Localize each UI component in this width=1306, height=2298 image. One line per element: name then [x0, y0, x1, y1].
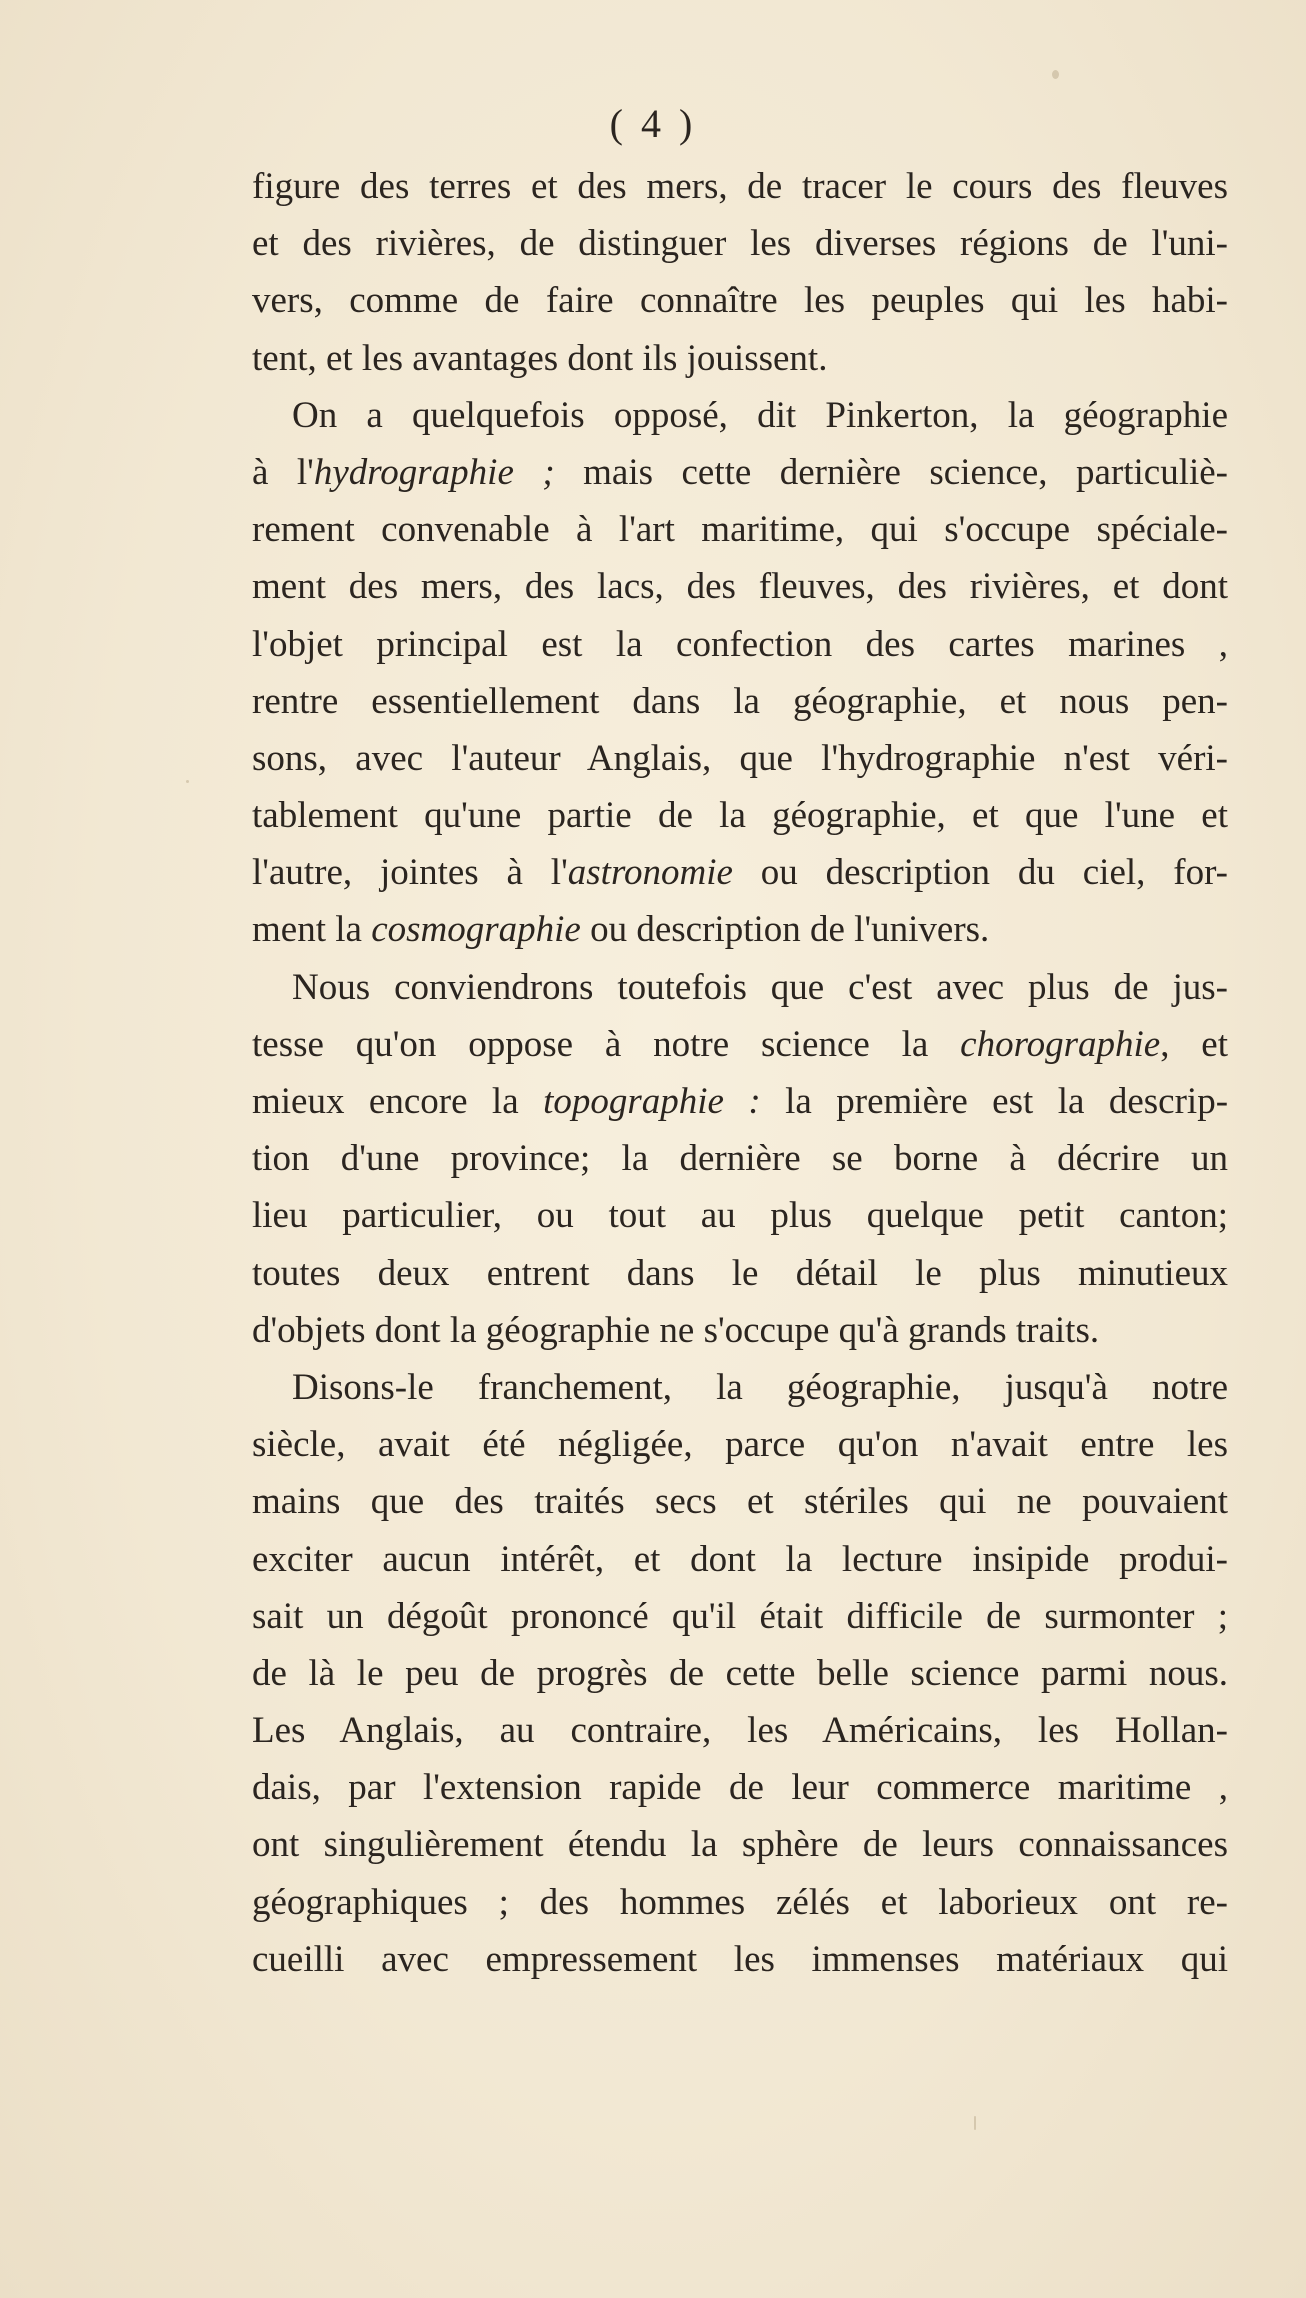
- paper-speck: [974, 2116, 976, 2130]
- text-segment: dais, par l'extension rapide de leur commerce maritime ,: [252, 1767, 1228, 1809]
- text-segment: Disons-le franchement, la géographie, jusqu'à notre: [292, 1366, 1228, 1408]
- text-line: [252, 330, 1228, 387]
- text-line: [252, 787, 1228, 844]
- text-line: [252, 272, 1228, 329]
- text-line: [252, 1588, 1228, 1645]
- text-line: [252, 616, 1228, 673]
- text-segment: ment des mers, des lacs, des fleuves, des rivières, et dont: [252, 566, 1228, 608]
- italic-term: astronomie: [567, 852, 733, 894]
- text-line: [252, 1531, 1228, 1588]
- text-line: [252, 959, 1228, 1016]
- text-segment: Nous conviendrons toutefois que c'est avec plus de jus-: [292, 966, 1228, 1008]
- text-segment: tesse qu'on oppose à notre science la: [252, 1023, 961, 1065]
- text-line: [252, 1359, 1228, 1416]
- text-segment: ment la: [252, 909, 372, 951]
- text-line: [252, 1016, 1228, 1073]
- text-segment: d'objets dont la géographie ne s'occupe qu'à grands traits.: [252, 1309, 1100, 1351]
- text-line: [252, 1302, 1228, 1359]
- text-segment: sait un dégoût prononcé qu'il était difficile de surmonter ;: [252, 1595, 1228, 1637]
- italic-term: cosmographie: [371, 909, 581, 951]
- text-line: [252, 1473, 1228, 1530]
- text-segment: tent, et les avantages dont ils jouissent.: [252, 337, 828, 379]
- text-line: [252, 1073, 1228, 1130]
- text-segment: rement convenable à l'art maritime, qui s'occupe spéciale-: [252, 509, 1228, 551]
- text-line: [252, 1759, 1228, 1816]
- text-segment: vers, comme de faire connaître les peuples qui les habi-: [252, 280, 1228, 322]
- text-line: [252, 673, 1228, 730]
- text-segment: rentre essentiellement dans la géographie, et nous pen-: [252, 680, 1228, 722]
- text-segment: , et: [1160, 1023, 1228, 1065]
- text-line: [252, 1645, 1228, 1702]
- text-line: [252, 1187, 1228, 1244]
- text-line: [252, 387, 1228, 444]
- text-segment: ou description du ciel, for-: [732, 852, 1228, 894]
- text-segment: et des rivières, de distinguer les diverses régions de l'uni-: [252, 223, 1228, 265]
- italic-term: chorographie: [960, 1023, 1161, 1065]
- text-segment: l'autre, jointes à l': [252, 852, 568, 894]
- text-line: [252, 1130, 1228, 1187]
- text-line: [252, 844, 1228, 901]
- italic-term: topographie :: [543, 1081, 761, 1122]
- text-segment: On a quelquefois opposé, dit Pinkerton, la géographie: [292, 394, 1228, 436]
- text-segment: géographiques ; des hommes zélés et laborieux ont re-: [252, 1881, 1228, 1923]
- text-block: [252, 158, 1228, 1988]
- text-line: [252, 1874, 1228, 1931]
- text-segment: sons, avec l'auteur Anglais, que l'hydrographie n'est véri-: [252, 737, 1228, 779]
- text-segment: ou description de l'univers.: [580, 909, 990, 951]
- text-segment: cueilli avec empressement les immenses matériaux qui: [252, 1938, 1228, 1980]
- text-segment: toutes deux entrent dans le détail le plus minutieux: [252, 1252, 1228, 1294]
- text-line: [252, 1816, 1228, 1873]
- text-segment: exciter aucun intérêt, et dont la lecture insipide produi-: [252, 1538, 1228, 1580]
- paper-speck: [186, 780, 189, 783]
- text-line: [252, 444, 1228, 501]
- text-segment: Les Anglais, au contraire, les Américains, les Hollan-: [252, 1710, 1228, 1752]
- text-segment: tion d'une province; la dernière se borne à décrire un: [252, 1138, 1228, 1180]
- text-line: [252, 158, 1228, 215]
- page-number: ( 4 ): [609, 101, 697, 146]
- text-segment: mais cette dernière science, particuliè-: [554, 451, 1228, 493]
- text-segment: tablement qu'une partie de la géographie, et que l'une et: [252, 795, 1228, 837]
- text-segment: mieux encore la: [252, 1081, 544, 1122]
- text-segment: figure des terres et des mers, de tracer le cours des fleuves: [252, 166, 1228, 207]
- text-line: [252, 1416, 1228, 1473]
- text-line: [252, 215, 1228, 272]
- text-segment: la première est la descrip-: [760, 1081, 1228, 1122]
- text-line: [252, 501, 1228, 558]
- text-line: [252, 901, 1228, 958]
- text-segment: siècle, avait été négligée, parce qu'on n'avait entre les: [252, 1424, 1228, 1466]
- paper-speck: [1052, 70, 1059, 79]
- text-line: [252, 558, 1228, 615]
- text-line: [252, 1931, 1228, 1988]
- italic-term: hydrographie ;: [313, 451, 555, 493]
- text-line: [252, 1245, 1228, 1302]
- text-segment: ont singulièrement étendu la sphère de leurs connaissances: [252, 1824, 1228, 1866]
- text-segment: de là le peu de progrès de cette belle science parmi nous.: [252, 1652, 1228, 1694]
- text-segment: l'objet principal est la confection des cartes marines ,: [252, 623, 1228, 665]
- text-segment: lieu particulier, ou tout au plus quelque petit canton;: [252, 1195, 1228, 1237]
- text-segment: à l': [252, 451, 314, 493]
- text-line: [252, 1702, 1228, 1759]
- text-line: [252, 730, 1228, 787]
- text-segment: mains que des traités secs et stériles qui ne pouvaient: [252, 1481, 1228, 1523]
